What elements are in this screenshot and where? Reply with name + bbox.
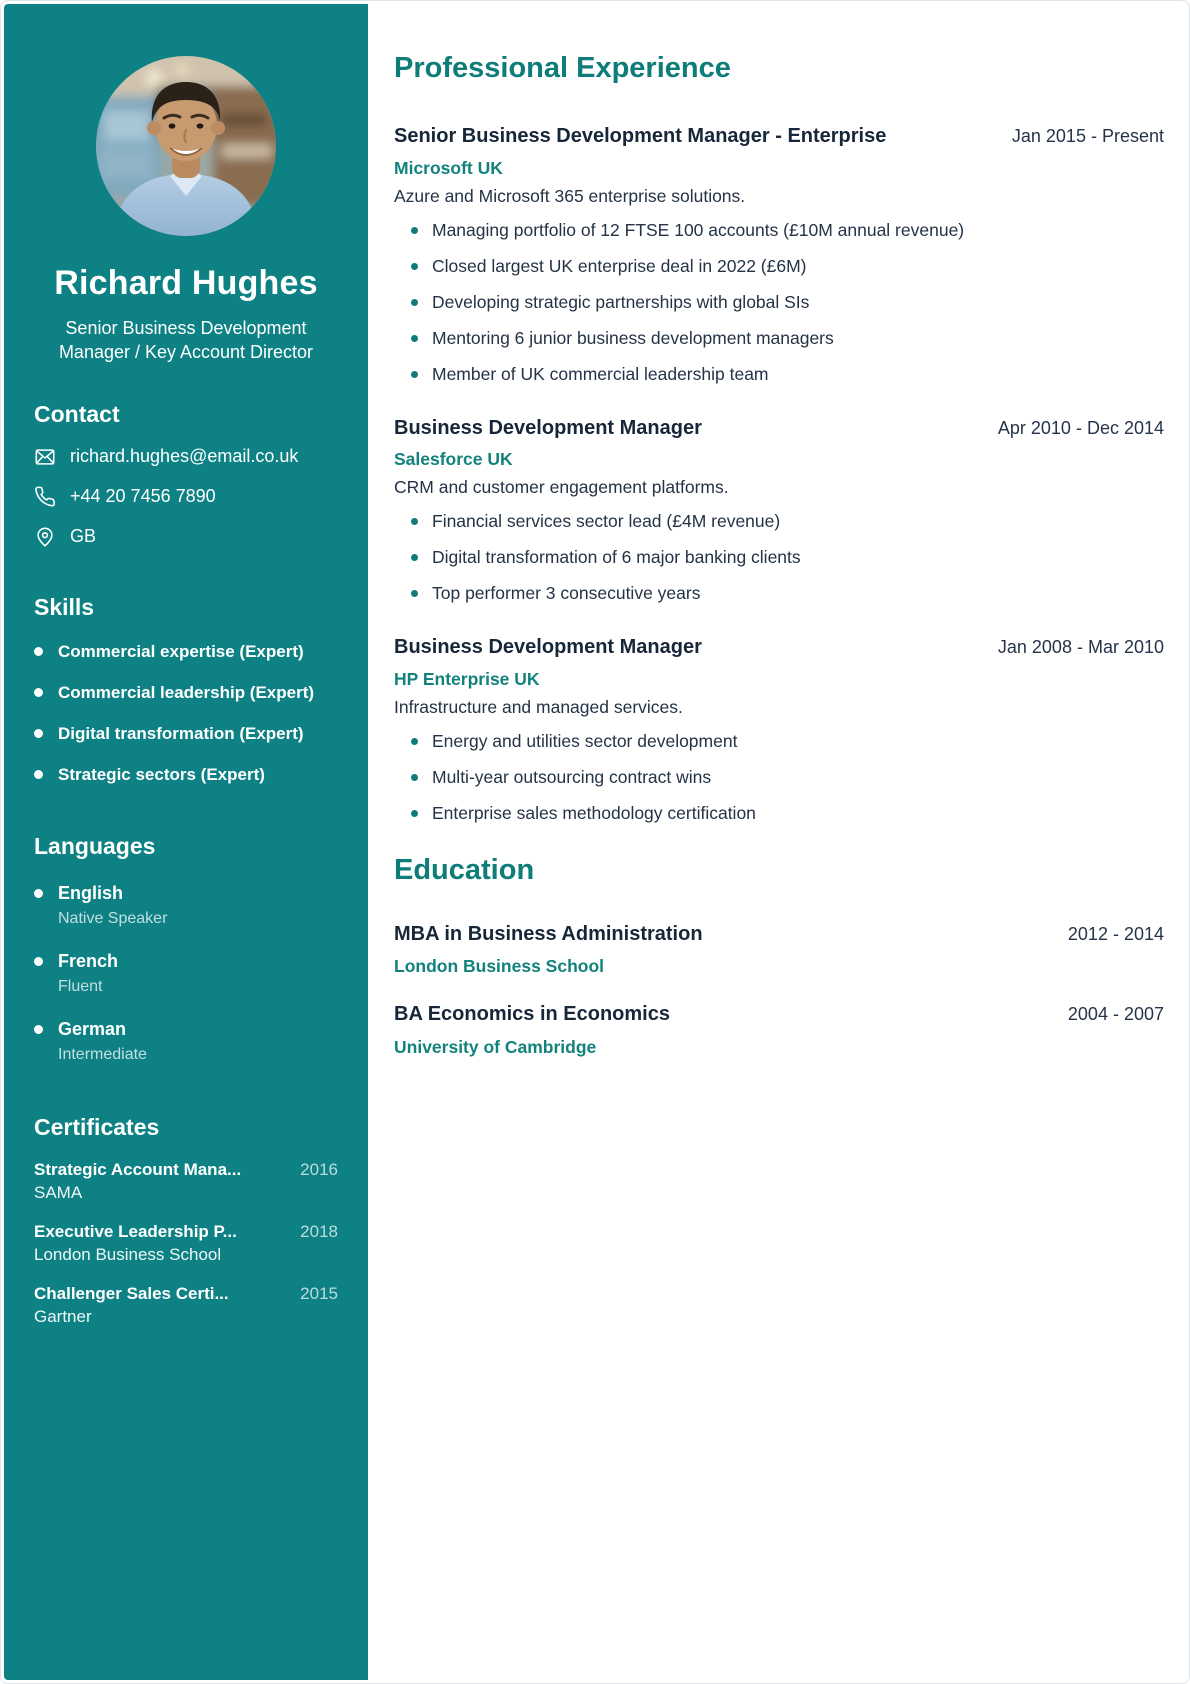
certificate-name: Executive Leadership P... xyxy=(34,1221,237,1241)
bullet-dot xyxy=(411,518,418,525)
contact-email-row xyxy=(34,446,338,468)
bullet-dot xyxy=(411,227,418,234)
job-entry xyxy=(394,123,1164,385)
bullet-dot xyxy=(34,770,43,779)
contact-heading: Contact xyxy=(34,400,120,427)
location-value: GB xyxy=(70,526,97,547)
bullet-text: Top performer 3 consecutive years xyxy=(432,583,701,604)
language-item xyxy=(34,1019,338,1064)
education-entry xyxy=(394,1001,1164,1058)
job-bullet xyxy=(394,511,1164,532)
languages-heading: Languages xyxy=(34,832,156,859)
bullet-dot xyxy=(411,263,418,270)
bullet-text: Enterprise sales methodology certification xyxy=(432,802,756,823)
bullet-dot xyxy=(34,1025,43,1034)
certificate-item xyxy=(34,1160,338,1203)
language-level: Native Speaker xyxy=(58,909,168,927)
contact-location-row xyxy=(34,526,338,548)
phone-icon xyxy=(34,486,56,508)
job-bullet xyxy=(394,583,1164,604)
language-name: English xyxy=(58,882,124,903)
job-bullet-list xyxy=(394,731,1164,824)
bullet-dot xyxy=(411,371,418,378)
bullet-dot xyxy=(34,957,43,966)
degree-dates: 2012 - 2014 xyxy=(1067,923,1164,944)
job-bullet xyxy=(394,731,1164,752)
bullet-text: Digital transformation of 6 major banking clients xyxy=(432,547,801,568)
certificate-name: Strategic Account Mana... xyxy=(34,1159,242,1179)
certificate-item xyxy=(34,1284,338,1327)
phone-value: +44 20 7456 7890 xyxy=(70,486,216,507)
job-bullet xyxy=(394,803,1164,824)
language-name: German xyxy=(58,1018,127,1039)
certificates-heading: Certificates xyxy=(34,1113,160,1140)
education-heading: Education xyxy=(394,853,535,886)
job-bullet xyxy=(394,220,1164,241)
skill-label: Strategic sectors (Expert) xyxy=(58,764,265,784)
degree-title: BA Economics in Economics xyxy=(394,1003,670,1026)
skill-label: Commercial leadership (Expert) xyxy=(58,682,315,702)
experience-heading: Professional Experience xyxy=(394,52,731,84)
bullet-text: Managing portfolio of 12 FTSE 100 accounts (£10M annual revenue) xyxy=(432,219,965,240)
job-bullet xyxy=(394,364,1164,385)
language-name: French xyxy=(58,950,119,971)
bullet-dot xyxy=(411,810,418,817)
skills-list xyxy=(34,642,338,785)
certificate-issuer: Gartner xyxy=(34,1306,92,1326)
contact-list xyxy=(34,446,338,548)
degree-dates: 2004 - 2007 xyxy=(1067,1004,1164,1025)
job-company: Microsoft UK xyxy=(394,157,503,178)
certificate-name: Challenger Sales Certi... xyxy=(34,1283,229,1303)
job-bullet-list xyxy=(394,511,1164,604)
candidate-name: Richard Hughes xyxy=(54,264,318,302)
job-dates: Jan 2015 - Present xyxy=(1011,126,1164,146)
profile-photo xyxy=(96,56,276,236)
bullet-text: Financial services sector lead (£4M revenue) xyxy=(432,511,781,532)
certificate-year: 2016 xyxy=(300,1159,338,1179)
bullet-text: Developing strategic partnerships with global SIs xyxy=(432,291,810,312)
languages-list xyxy=(34,883,338,1064)
email-value: richard.hughes@email.co.uk xyxy=(70,446,299,467)
certificate-issuer: SAMA xyxy=(34,1182,83,1202)
job-bullet xyxy=(394,328,1164,349)
contact-phone-row xyxy=(34,486,338,508)
language-level: Intermediate xyxy=(58,1045,147,1063)
job-company: HP Enterprise UK xyxy=(394,668,540,689)
skill-item xyxy=(34,642,338,662)
school-name: University of Cambridge xyxy=(394,1036,597,1057)
candidate-title: Senior Business Development Manager / Key Account Director xyxy=(58,318,314,363)
bullet-dot xyxy=(411,738,418,745)
language-level: Fluent xyxy=(58,977,103,995)
education-entry xyxy=(394,921,1164,978)
certificates-list xyxy=(34,1160,338,1327)
certificate-year: 2018 xyxy=(300,1221,338,1241)
job-bullet xyxy=(394,292,1164,313)
job-dates: Apr 2010 - Dec 2014 xyxy=(997,417,1164,438)
language-item xyxy=(34,883,338,928)
bullet-text: Energy and utilities sector development xyxy=(432,730,738,751)
job-dates: Jan 2008 - Mar 2010 xyxy=(997,637,1164,658)
certificate-item xyxy=(34,1222,338,1265)
skill-item xyxy=(34,724,338,744)
skill-item xyxy=(34,765,338,785)
skill-label: Commercial expertise (Expert) xyxy=(58,641,304,661)
skills-heading: Skills xyxy=(34,593,95,620)
skill-label: Digital transformation (Expert) xyxy=(58,723,304,743)
email-icon xyxy=(34,446,56,468)
job-title: Senior Business Development Manager - Enterprise xyxy=(394,125,887,147)
job-entry xyxy=(394,415,1164,605)
bullet-dot xyxy=(34,729,43,738)
job-summary: Infrastructure and managed services. xyxy=(394,696,683,717)
skill-item xyxy=(34,683,338,703)
bullet-text: Multi-year outsourcing contract wins xyxy=(432,766,712,787)
degree-title: MBA in Business Administration xyxy=(394,922,703,945)
main-content xyxy=(368,4,1186,1680)
job-bullet xyxy=(394,547,1164,568)
job-entry xyxy=(394,634,1164,824)
certificate-issuer: London Business School xyxy=(34,1244,222,1264)
bullet-dot xyxy=(34,889,43,898)
job-bullet-list xyxy=(394,220,1164,385)
bullet-dot xyxy=(411,554,418,561)
bullet-dot xyxy=(411,774,418,781)
location-icon xyxy=(34,526,56,548)
certificate-year: 2015 xyxy=(300,1283,338,1303)
job-title: Business Development Manager xyxy=(394,636,702,659)
bullet-text: Closed largest UK enterprise deal in 2022 (£6M) xyxy=(432,255,807,276)
language-item xyxy=(34,951,338,996)
bullet-dot xyxy=(411,335,418,342)
job-summary: CRM and customer engagement platforms. xyxy=(394,477,729,498)
job-bullet xyxy=(394,767,1164,788)
bullet-dot xyxy=(411,299,418,306)
school-name: London Business School xyxy=(394,956,605,977)
sidebar xyxy=(4,4,368,1680)
avatar-illustration xyxy=(96,56,276,236)
job-bullet xyxy=(394,256,1164,277)
bullet-text: Member of UK commercial leadership team xyxy=(432,363,769,384)
bullet-dot xyxy=(34,688,43,697)
job-title: Business Development Manager xyxy=(394,416,702,439)
bullet-dot xyxy=(411,590,418,597)
bullet-text: Mentoring 6 junior business development managers xyxy=(432,327,834,348)
bullet-dot xyxy=(34,647,43,656)
job-summary: Azure and Microsoft 365 enterprise solutions. xyxy=(394,185,746,206)
job-company: Salesforce UK xyxy=(394,449,513,470)
